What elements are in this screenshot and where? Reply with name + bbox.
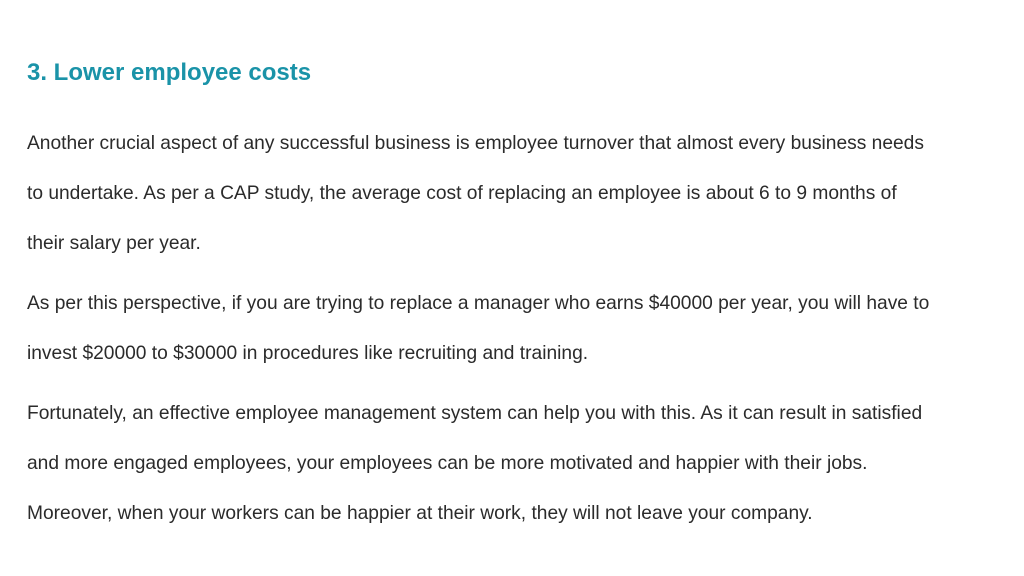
paragraph-replacement-cost [27, 279, 1002, 379]
paragraph-line: As per this perspective, if you are trying to replace a manager who earns $40000 per year, you will have to [27, 293, 930, 314]
paragraph-line: their salary per year. [27, 233, 201, 254]
paragraph-line: Fortunately, an effective employee management system can help you with this. As it can result in satisfied [27, 403, 923, 424]
paragraph-line: Another crucial aspect of any successful business is employee turnover that almost every business needs [27, 133, 924, 154]
paragraph-employee-turnover [27, 119, 1002, 269]
paragraph-line: to undertake. As per a CAP study, the average cost of replacing an employee is about 6 to 9 months of [27, 183, 897, 204]
paragraph-line: and more engaged employees, your employees can be more motivated and happier with their jobs. [27, 453, 868, 474]
paragraph-line: invest $20000 to $30000 in procedures like recruiting and training. [27, 343, 589, 364]
paragraph-management-system [27, 389, 1002, 539]
section-heading: 3. Lower employee costs [27, 59, 312, 86]
paragraph-line: Moreover, when your workers can be happier at their work, they will not leave your company. [27, 503, 813, 524]
